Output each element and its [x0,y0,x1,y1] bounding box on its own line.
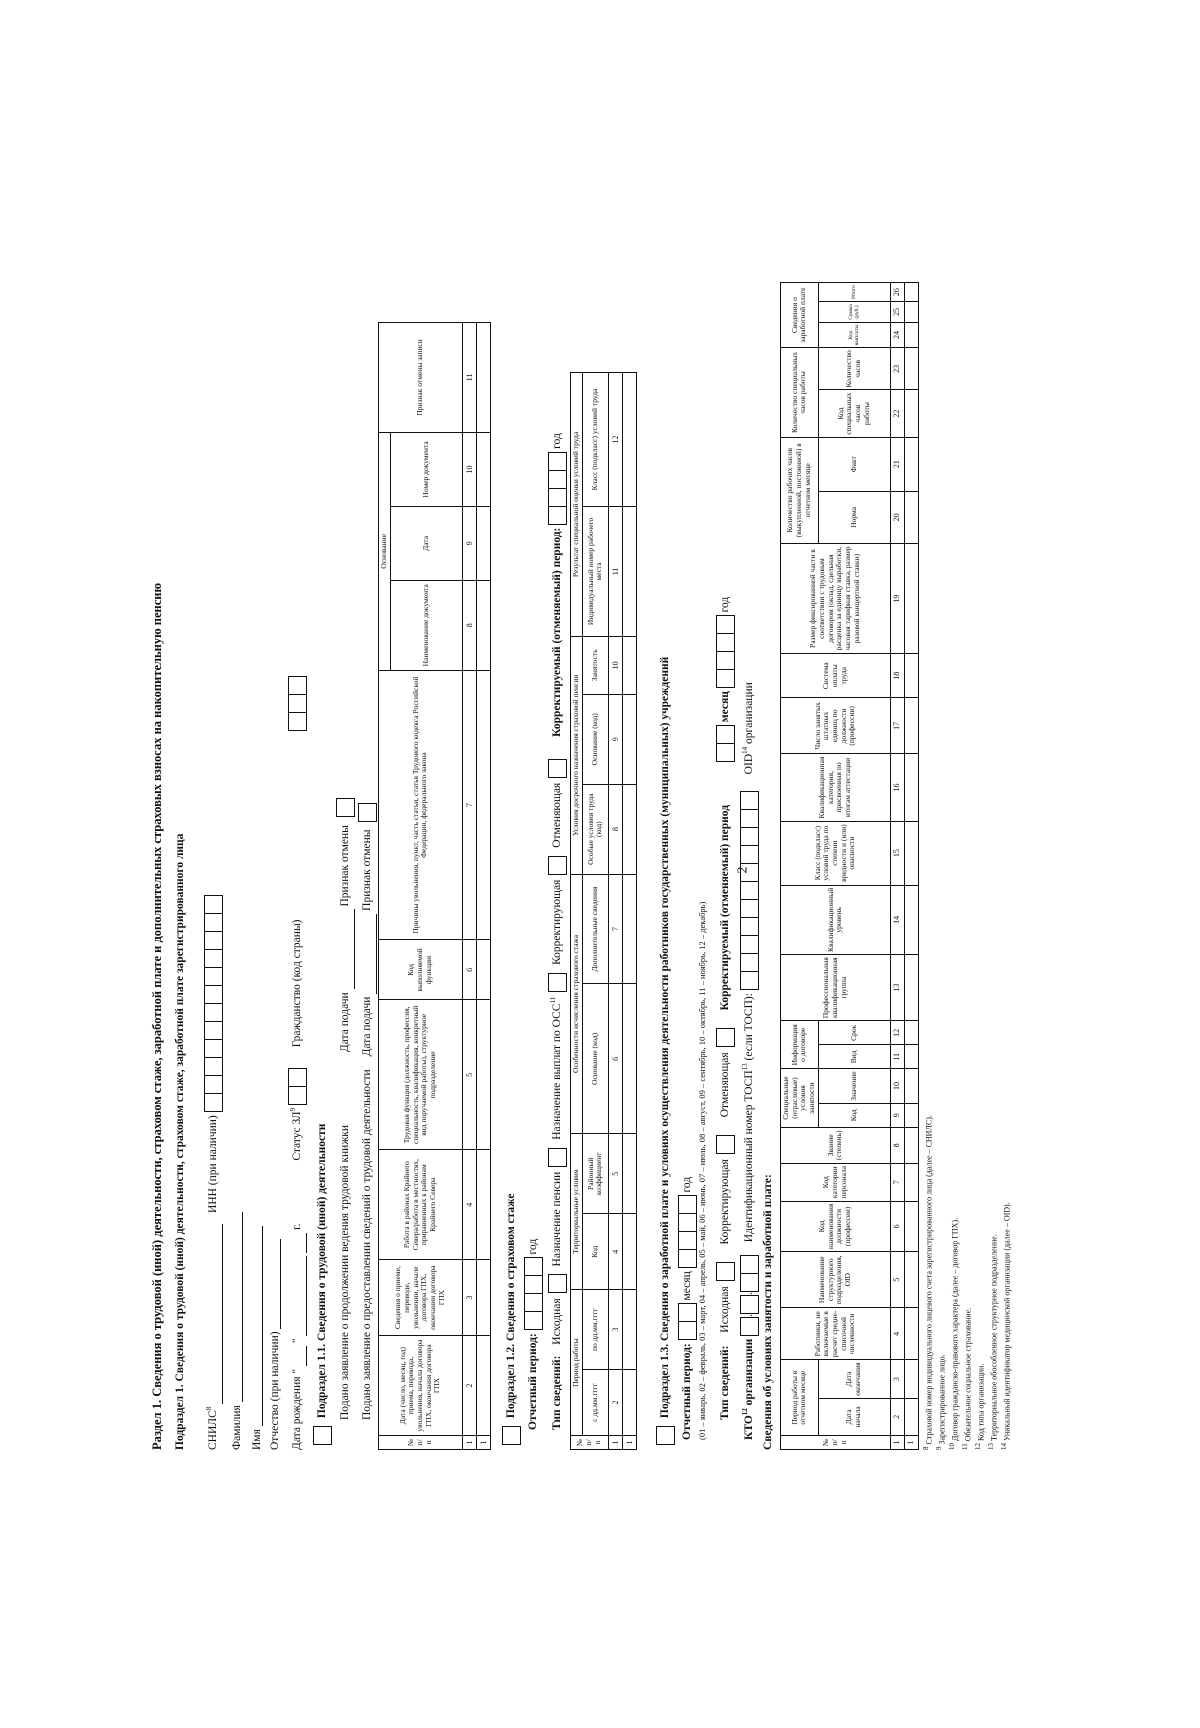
sub12-corr-year-label: год [551,433,564,449]
birth-year-field[interactable] [294,1233,307,1253]
sub13-cell[interactable] [904,283,918,302]
sub12-type-pension: Назначение пенсии [551,1171,564,1267]
inn-cells[interactable] [204,895,223,1112]
sub13-g-period: Период работы в отчетном месяце [781,1360,819,1436]
sub11-cell[interactable] [476,1260,490,1336]
sub12-num: 3 [608,1290,622,1370]
sub12-num: 10 [608,636,622,694]
sub11-app1-row [336,793,355,1420]
sub13-type-cancelling: Отменяющая [719,1052,732,1118]
sub13-num: 12 [890,1021,904,1045]
status-cells[interactable] [288,1068,307,1105]
birth-row [288,676,307,1450]
sub13-num: 8 [890,1127,904,1163]
sub12-cell[interactable] [622,984,636,1134]
footnote: $^{12}$ Код типа организации. [974,1363,986,1450]
sub11-num: 9 [462,506,476,580]
sub11-cell[interactable] [476,506,490,580]
sub13-h-no: № п/п [781,1435,891,1449]
sub13-kto-label: КТО$^{12}$ организации [741,1338,756,1440]
sub13-h-qual-level: Квалификационный уровень [781,885,891,954]
sub13-kto-row: КТО$^{12}$ организации . . Идентификационный номер ТОСП$^{13}$ (если ТОСП): OID$^{14}$ организации [740,682,759,1440]
sub12-cell[interactable] [622,874,636,984]
sub12-type-oss: Назначение выплат по ОСС$^{11}$ [549,996,564,1140]
birth-label: Дата рождения [291,1376,304,1450]
sub13-num: 11 [890,1045,904,1069]
sub13-h-prof-group: Профессиональная квалификационная группа [781,955,891,1021]
sub12-h-no: № п/п [571,1436,609,1450]
rotated-form [150,280,1010,1450]
sub11-title: Подраздел 1.1. Сведения о трудовой (иной) деятельности [316,1123,329,1419]
sub11-num: 6 [462,940,476,1000]
patronymic-label: Отчество (при наличии) [269,1331,281,1450]
sub13-tosp-label: Идентификационный номер ТОСП$^{13}$ (если ТОСП): [741,993,756,1243]
sub13-num: 10 [890,1069,904,1103]
sub13-cell[interactable] [904,322,918,347]
sub11-h-doc-date: Дата [390,506,462,580]
sub11-h-basis: Основание [379,432,391,670]
sub11-h-cancel: Признак отмены записи [379,323,463,433]
sub13-h-workers: Работники, не включаемые в расчет средне-списочной численности [781,1308,891,1360]
sub11-num: 7 [462,670,476,940]
sub12-num: 4 [608,1214,622,1290]
sub12-type-row [548,433,567,1430]
sub13-row-no: 1 [904,1435,918,1449]
sub12-year-cells[interactable] [524,1257,543,1330]
birth-day-field[interactable] [294,1346,307,1366]
sub13-h-sh-count: Количество часов [818,348,890,390]
sub11-cell[interactable] [476,1336,490,1436]
sub13-cell[interactable] [904,1021,918,1045]
sub12-num: 12 [608,373,622,507]
sub13-table [780,282,919,1450]
sub13-tosp-cells[interactable] [740,791,759,990]
sub13-cell[interactable] [904,491,918,543]
sub13-g-special-hours: Количество специальных часов работы [781,348,819,437]
sub13-cell[interactable] [904,955,918,1021]
sub13-type-cancelling-checkbox[interactable] [716,1028,735,1047]
patronymic-row [268,1239,281,1450]
sub12-period-row [524,1239,543,1430]
sub13-g-salary: Сведения о заработной плате [781,283,819,348]
birth-month-field[interactable] [294,1256,307,1336]
sub13-num: 7 [890,1163,904,1201]
sub12-table [570,372,637,1450]
sub13-num: 4 [890,1308,904,1360]
sub12-title: Подраздел 1.2. Сведения о страховом стаже [505,1193,518,1419]
sub13-num: 3 [890,1360,904,1398]
sub12-h-employment: Занятость [582,636,608,694]
sub13-h-sp-value: Значение [818,1069,890,1103]
sub12-num: 5 [608,1134,622,1214]
sub13-h-sp-code: Код [818,1103,890,1127]
snils-field[interactable] [210,1224,223,1404]
sub12-h-code: Код [582,1214,608,1290]
sub12-h-class: Класс (подкласс) условий труда [582,373,608,507]
sub12-type-initial: Исходная [551,1298,564,1345]
footnote: $^{14}$ Уникальный идентификатор медицинской организации (далее – OID). [1000,1202,1012,1450]
sub12-corr-year-cells[interactable] [548,452,567,525]
sub13-cell[interactable] [904,654,918,698]
sub13-h-c-type: Вид [818,1045,890,1069]
section-title: Раздел 1. Сведения о трудовой (иной) деятельности, страховом стаже, заработной плате и дополнительных страховых взносах на накопительную пенсию [150,582,164,1450]
sub13-num: 26 [890,283,904,302]
name-field[interactable] [250,1226,263,1426]
sub13-cell[interactable] [904,821,918,885]
sub12-h-basis2: Основание (код) [582,694,608,784]
sub13-h-unit: Наименование структурного подразделения, OID [781,1252,891,1308]
sub13-h-start: Дата начала [818,1398,890,1435]
sub13-cell[interactable] [904,1103,918,1127]
sub13-corr-period-label: Корректируемый (отменяемый) период [719,804,732,1011]
sub13-cell[interactable] [904,348,918,390]
sub13-month-label: месяц [681,1271,694,1301]
footnote: $^{10}$ Договор гражданско-правового характера (далее – договор ГПХ). [948,1217,960,1450]
name-label: Имя [251,1429,263,1450]
sub13-cell[interactable] [904,1163,918,1201]
birth-year-suffix: г. [291,1223,304,1230]
sub13-corr-year-cells[interactable] [716,615,735,688]
sub11-h-doc-name: Наименование документа [390,580,462,670]
sub13-corr-year-label: год [719,596,732,613]
sub13-num: 17 [890,698,904,754]
sub12-h-from: с дд.мм.гггг [582,1370,608,1436]
sub12-cell[interactable] [622,373,636,507]
sub13-h-fixed-part: Размер фиксированной части в соответствии с трудовым договором (оклад, сдельная расценка за единицу выработки, часовая тарифная ставка, размер разовой концертной ставки) [781,543,891,653]
sub13-num: 22 [890,390,904,437]
sub11-h-doc-number: Номер документа [390,432,462,506]
sub13-type-row [716,597,735,1420]
sub13-kto-cells-1[interactable] [740,1317,759,1336]
sub13-checkbox[interactable] [656,1426,675,1445]
sub13-h-pay-code: Код выплаты [818,322,890,347]
sub11-h-reason: Причины увольнения, пункт, часть статьи, статья Трудового кодекса Российской Федерации, федерального закона [379,670,463,940]
page-number: 2 [735,866,751,874]
sub11-cancel2-checkbox[interactable] [358,803,377,822]
sub11-cell[interactable] [476,432,490,506]
sub13-num: 1 [890,1435,904,1449]
sub12-year-label: год [527,1238,540,1255]
sub11-cell[interactable] [476,670,490,940]
sub12-cell[interactable] [622,1290,636,1370]
sub12-period-label: Отчетный период: [527,1333,540,1430]
sub12-type-initial-checkbox[interactable] [548,1274,567,1293]
sub11-h-north: Работа в районах Крайнего Севера/работа в местностях, приравненных к районам Крайнего Севера [379,1150,463,1260]
sub13-months-legend: (01 – январь, 02 – февраль, 03 – март, 04 – апрель, 05 – май, 06 – июнь, 07 – июль, 08 – август, 09 – сентябрь, 10 – октябрь, 11 – ноябрь, 12 – декабрь) [697,901,707,1440]
sub12-h-special: Особые условия труда (код) [582,784,608,874]
footnote: $^9$ Зарегистрированное лицо. [935,1354,947,1450]
sub11-h-info: Сведения о приеме, переводе, увольнении, начале договора ГПХ, окончании договора ГПХ [379,1260,463,1336]
sub13-g-contract: Информация о договоре [781,1021,819,1069]
footnote: $^{13}$ Территориальное обособленное структурное подразделение. [987,1234,999,1450]
sub12-cell[interactable] [622,506,636,636]
sub11-h-function: Трудовая функция (должность, профессия, специальность, квалификация, конкретный вид поручаемой работы), структурное подразделение [379,1000,463,1150]
sub13-num: 25 [890,302,904,323]
sub13-num: 19 [890,543,904,653]
sub13-h-c-term: Срок [818,1021,890,1045]
sub11-cell[interactable] [476,1150,490,1260]
sub13-kto-cells-2[interactable] [740,1295,759,1314]
sub13-year-cells[interactable] [678,1195,697,1268]
sub12-num: 8 [608,784,622,874]
sub11-app2-row [358,798,377,1420]
sub13-cell[interactable] [904,302,918,323]
sub11-row-no: 1 [476,1436,490,1450]
sub13-year-label: год [681,1176,694,1193]
sub13-h-class: Класс (подкласс) условий труда по степени вредности и (или) опасности [781,821,891,885]
sub13-conditions-title: Сведения об условиях занятости и заработной плате: [762,1174,774,1450]
sub11-cell[interactable] [476,580,490,670]
sub13-type-initial-checkbox[interactable] [716,1262,735,1281]
sub11-num: 1 [462,1436,476,1450]
sub13-cell[interactable] [904,1069,918,1103]
sub13-h-pay-system: Система оплаты труда [781,654,891,698]
footnote: $^{11}$ Обязательное социальное страхование. [961,1307,973,1450]
sub13-cell[interactable] [904,1252,918,1308]
sub11-num: 5 [462,1000,476,1150]
sub12-row-no: 1 [622,1436,636,1450]
sub11-num: 3 [462,1260,476,1336]
sub12-g-features: Особенности исчисления страхового стажа [571,874,583,1134]
sub11-app1: Подано заявление о продолжении ведения трудовой книжки [339,1124,352,1420]
sub13-corr-month-cells[interactable] [716,725,735,762]
sub13-num: 21 [890,437,904,491]
sub13-h-qual-cat: Квалификационная категория, присвоенная по итогам аттестации [781,754,891,821]
sub13-cell[interactable] [904,1045,918,1069]
sub12-title-row [502,1194,521,1450]
sub13-h-category: Код категории персонала [781,1163,891,1201]
sub13-num: 5 [890,1252,904,1308]
sub11-date2-field[interactable] [364,914,377,994]
sub11-num: 2 [462,1336,476,1436]
sub13-num: 24 [890,322,904,347]
sub11-table [378,322,491,1450]
sub13-h-staff-units: Число занятых штатных единиц по должности (профессии) [781,698,891,754]
sub13-num: 23 [890,348,904,390]
sub12-type-correcting-checkbox[interactable] [548,856,567,875]
sub13-num: 18 [890,654,904,698]
sub12-num: 7 [608,874,622,984]
sub12-num: 1 [608,1436,622,1450]
sub12-g-assessment: Результат специальной оценки условий труда [571,373,583,637]
sub12-cell[interactable] [622,1214,636,1290]
sub11-cancel1-checkbox[interactable] [336,798,355,817]
sub13-h-sh-code: Код специальных часов работы [818,390,890,437]
footnote: $^8$ Страховой номер индивидуального лицевого счета зарегистрированного лица (далее – СНИЛС). [922,1115,934,1450]
sub12-type-oss-checkbox[interactable] [548,973,567,992]
sub13-cell[interactable] [904,437,918,491]
sub13-h-end: Дата окончания [818,1360,890,1398]
sub11-cell[interactable] [476,940,490,1000]
sub12-type-correcting: Корректирующая [551,879,564,965]
sub11-title-row [313,1124,332,1450]
sub12-corr-period-label: Корректируемый (отменяемый) период: [551,527,564,737]
sub13-type-correcting: Корректирующая [719,1159,732,1245]
sub13-type-initial: Исходная [719,1286,732,1333]
sub13-title-row [656,657,675,1450]
sub12-checkbox[interactable] [502,1426,521,1445]
sub12-cell[interactable] [622,1134,636,1214]
sub12-h-basis: Основание (код) [582,984,608,1134]
sub13-title: Подраздел 1.3. Сведения о заработной плате и условиях осуществления деятельности работников государственных (муниципальных) учреждений [659,656,672,1419]
sub13-h-position: Код наименования должности (профессии) [781,1201,891,1252]
inn-label: ИНН (при наличии) [207,1115,220,1213]
status-label: Статус $ЗЛ^9$ [289,1108,304,1161]
sub13-type-correcting-checkbox[interactable] [716,1135,735,1154]
sub13-month-cells[interactable] [678,1303,697,1340]
sub13-num: 20 [890,491,904,543]
sub12-cell[interactable] [622,784,636,874]
sub13-g-special: Специальные (отраслевые) условия занятости [781,1069,819,1127]
sub12-type-cancelling: Отменяющая [551,782,564,848]
birth-quote-open: " [291,1368,304,1374]
sub13-corr-month-label: месяц [719,691,732,723]
sub13-cell[interactable] [904,754,918,821]
sub13-cell[interactable] [904,390,918,437]
sub13-period-row [678,1177,697,1440]
sub13-oid-label: OID$^{14}$ организации [741,682,756,775]
sub13-cell[interactable] [904,1360,918,1398]
birth-quote-close: " [291,1338,304,1344]
sub12-type-pension-checkbox[interactable] [548,1148,567,1167]
citizenship-label: Гражданство (код страны) [291,919,304,1048]
sub12-g-territory: Территориальные условия [571,1134,583,1290]
sub11-date1-field[interactable] [342,909,355,989]
sub13-h-pay-sum: Сумма (руб.) [818,302,890,323]
sub12-type-label: Тип сведений: [551,1355,564,1430]
sub11-h-date: Дата (число, месяц, год) приема, перевода, увольнения, начала договора ГПХ, окончания договора ГПХ [379,1336,463,1436]
sub11-h-code: Код выполняемой функции [379,940,463,1000]
surname-field[interactable] [230,1212,243,1402]
sub12-type-cancelling-checkbox[interactable] [548,759,567,778]
sub13-num: 14 [890,885,904,954]
sub13-period-label: Отчетный период: [681,1343,694,1440]
snils-row [204,895,223,1450]
sub12-num: 9 [608,694,622,784]
name-row [250,1226,263,1450]
sub13-cell[interactable] [904,1308,918,1360]
sub13-num: 6 [890,1201,904,1252]
sub11-num: 8 [462,580,476,670]
sub12-h-coef: Районный коэффициент [582,1134,608,1214]
sub12-cell[interactable] [622,1370,636,1436]
sub13-type-label: Тип сведений: [719,1345,732,1420]
sub11-cell[interactable] [476,1000,490,1150]
sub13-cell[interactable] [904,1398,918,1435]
sub12-h-extra: Дополнительные сведения [582,874,608,984]
sub13-h-total: Итого [818,283,890,302]
sub11-h-no: № п/п [379,1436,463,1450]
sub12-g-period: Период работы [571,1290,583,1436]
sub12-cell[interactable] [622,636,636,694]
sub12-cell[interactable] [622,694,636,784]
sub11-cell[interactable] [476,323,490,433]
sub13-num: 9 [890,1103,904,1127]
sub13-h-norm: Норма [818,491,890,543]
sub13-cell[interactable] [904,543,918,653]
sub13-g-hours: Количество рабочих часов (выкупленной, постоянной) в отчетном месяце [781,437,819,543]
sub12-h-workplace: Индивидуальный номер рабочего места [582,506,608,636]
sub11-checkbox[interactable] [313,1426,332,1445]
sub13-cell[interactable] [904,1127,918,1163]
sub11-num: 4 [462,1150,476,1260]
sub11-app2: Подано заявление о предоставлении сведений о трудовой деятельности [361,1069,374,1420]
sub13-num: 2 [890,1398,904,1435]
sub12-num: 6 [608,984,622,1134]
citizenship-cells[interactable] [288,676,307,731]
sub11-num: 10 [462,432,476,506]
sub12-g-early: Условия досрочного назначения страховой пенсии [571,636,583,874]
snils-label: СНИЛС$^8$ [205,1406,220,1450]
sub13-cell[interactable] [904,698,918,754]
sub13-cell[interactable] [904,1201,918,1252]
sub11-date1-label: Дата подачи [339,992,352,1053]
sub11-date2-label: Дата подачи [361,996,374,1057]
sub13-h-degree: Звание (степень) [781,1127,891,1163]
sub13-kto-cells-3[interactable] [740,1255,759,1292]
subsection-title: Подраздел 1. Сведения о трудовой (иной) деятельности, страховом стаже, заработной плате зарегистрированного лица [174,833,186,1450]
patronymic-field[interactable] [268,1239,281,1329]
sub12-num: 11 [608,506,622,636]
sub11-num: 11 [462,323,476,433]
sub12-h-to: по дд.мм.гггг [582,1290,608,1370]
surname-label: Фамилия [231,1405,243,1450]
sub11-cancel1-label: Признак отмены [339,825,352,907]
sub12-num: 2 [608,1370,622,1436]
sub11-cancel2-label: Признак отмены [361,829,374,911]
sub13-num: 16 [890,754,904,821]
surname-row [230,1212,243,1450]
sub13-cell[interactable] [904,885,918,954]
sub13-num: 15 [890,821,904,885]
sub13-num: 13 [890,955,904,1021]
sub13-h-fact: Факт [818,437,890,491]
